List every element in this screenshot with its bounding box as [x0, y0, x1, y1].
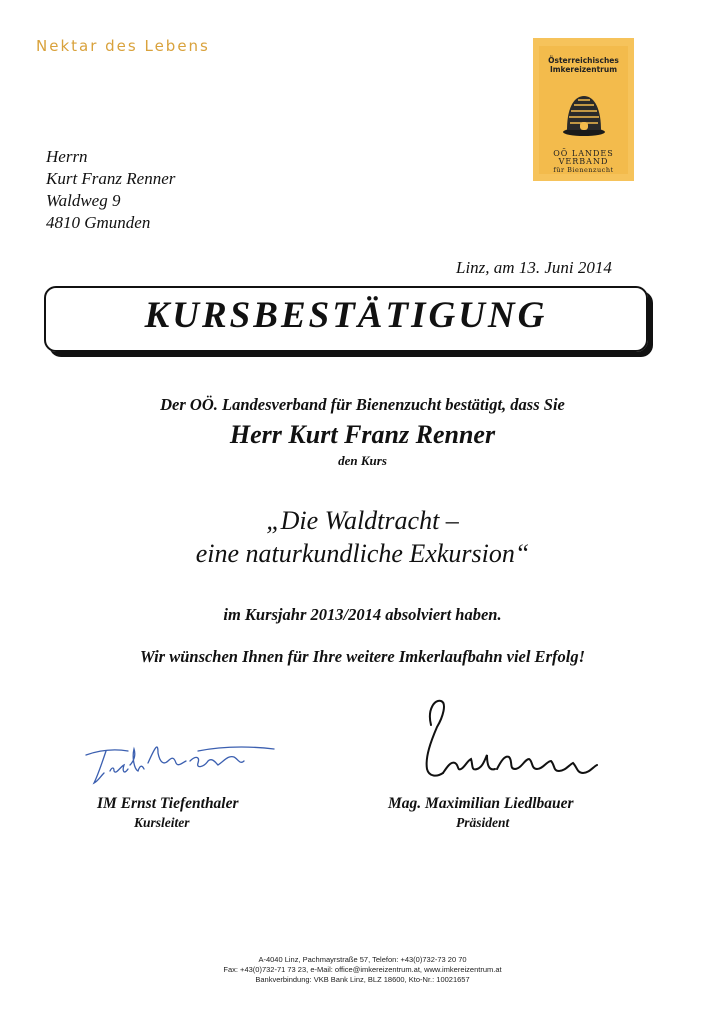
logo-line-4: VERBAND — [558, 157, 609, 166]
tagline: Nektar des Lebens — [36, 37, 210, 55]
imkereizentrum-logo — [533, 38, 634, 181]
completion-text: im Kursjahr 2013/2014 absolviert haben. — [223, 605, 502, 624]
logo-line-2: Imkereizentrum — [549, 65, 618, 74]
intro-text: Der OÖ. Landesverband für Bienenzucht bestätigt, dass Sie — [160, 395, 565, 414]
logo-line-3: OÖ LANDES — [553, 149, 614, 158]
dateline: Linz, am 13. Juni 2014 — [456, 258, 612, 277]
recipient-salutation: Herrn — [46, 147, 88, 166]
signature-tiefenthaler — [78, 735, 278, 795]
course-title-line-2: eine naturkundliche Exkursion“ — [195, 539, 530, 568]
logo-line-1: Österreichisches — [548, 56, 619, 65]
signer-1-role: Kursleiter — [134, 815, 190, 830]
footer-address: A-4040 Linz, Pachmayrstraße 57, Telefon: +43(0)732-73 20 70 — [258, 955, 467, 964]
recipient-name: Kurt Franz Renner — [46, 169, 176, 188]
logo-line-5: für Bienenzucht — [553, 166, 614, 174]
wish-text: Wir wünschen Ihnen für Ihre weitere Imkerlaufbahn viel Erfolg! — [140, 647, 585, 666]
signer-2-name: Mag. Maximilian Liedlbauer — [388, 795, 574, 812]
recipient-street: Waldweg 9 — [46, 191, 121, 210]
signer-1-name: IM Ernst Tiefenthaler — [97, 795, 239, 812]
signer-2-role: Präsident — [456, 815, 510, 830]
footer-bank: Bankverbindung: VKB Bank Linz, BLZ 18600, Kto-Nr.: 10021657 — [255, 975, 470, 984]
beehive-skep-icon — [561, 92, 607, 138]
document-title: KURSBESTÄTIGUNG — [144, 295, 548, 336]
participant-name: Herr Kurt Franz Renner — [229, 420, 496, 449]
signature-liedlbauer — [413, 695, 613, 785]
footer-contact: Fax: +43(0)732-71 73 23, e-Mail: office@imkereizentrum.at, www.imkereizentrum.at — [223, 965, 502, 974]
course-title-line-1: „Die Waldtracht – — [266, 506, 459, 535]
course-label: den Kurs — [338, 453, 387, 468]
recipient-address — [46, 146, 175, 234]
recipient-city: 4810 Gmunden — [46, 213, 151, 232]
